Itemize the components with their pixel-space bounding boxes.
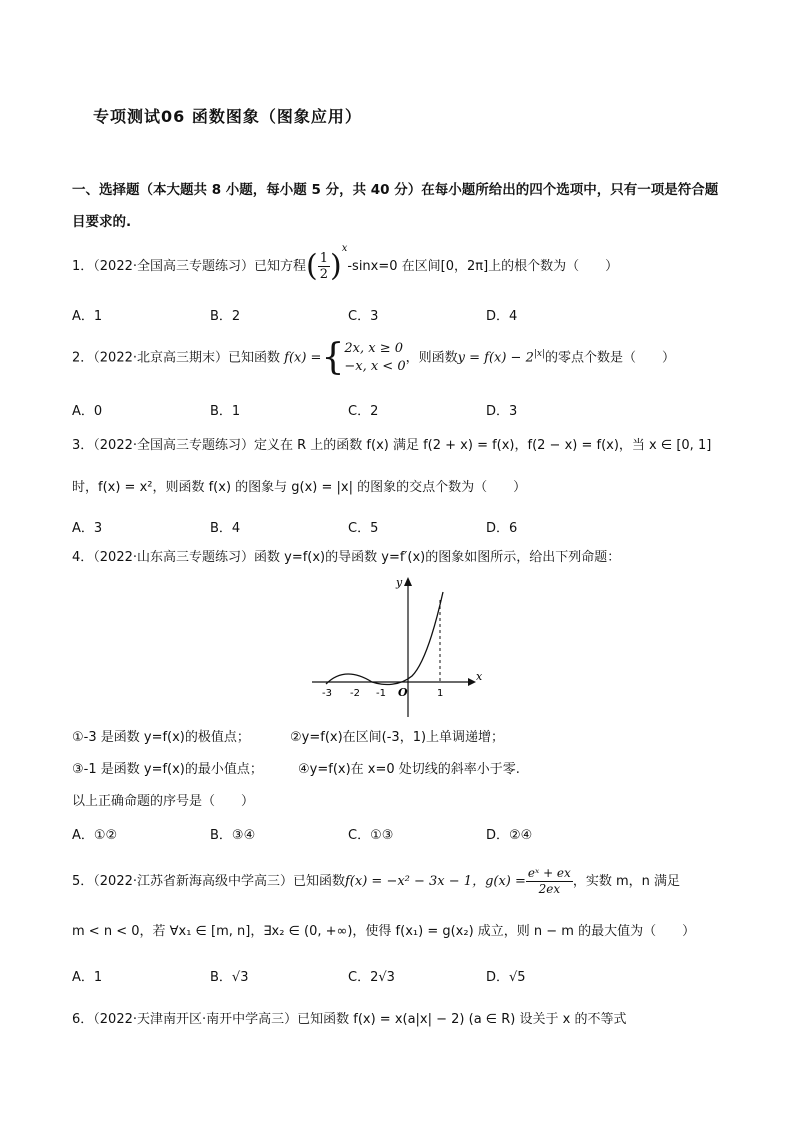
q2-option-d[interactable]: D．3 — [486, 404, 518, 419]
q4-statement-2: ②y=f(x)在区间(-3，1)上单调递增； — [290, 730, 505, 745]
q3-option-b[interactable]: B．4 — [210, 521, 241, 536]
q4-statement-3: ③-1 是函数 y=f(x)的最小值点； — [72, 762, 263, 777]
q5-lead: 5．（2022·江苏省新海高级中学高三）已知函数 — [72, 874, 345, 889]
q4-prompt: 以上正确命题的序号是（ ） — [72, 794, 255, 809]
derivative-graph — [300, 572, 490, 722]
q5-option-a[interactable]: A．1 — [72, 970, 103, 985]
q2-lead: 2．（2022·北京高三期末）已知函数 — [72, 350, 280, 366]
q2-mid: ，则函数 — [405, 350, 458, 366]
q1-fraction: $\frac{1}{2}$ — [319, 251, 328, 282]
q4-statement-4: ④y=f(x)在 x=0 处切线的斜率小于零. — [298, 762, 520, 777]
q5-tail: ，实数 m，n 满足 — [572, 874, 680, 889]
q4-option-c[interactable]: C．①③ — [348, 828, 394, 843]
tick-label-neg2: -2 — [350, 688, 360, 699]
q5-g-fraction: $\frac{\text{eˣ + ex}}{2ex}$ — [527, 866, 571, 896]
q2-expr: y = f(x) − 2 — [457, 350, 534, 366]
q5-option-b[interactable]: B．√3 — [210, 970, 249, 985]
q4-option-a[interactable]: A．①② — [72, 828, 118, 843]
q2-option-b[interactable]: B．1 — [210, 404, 241, 419]
q1-lead: 1．（2022·全国高三专题练习）已知方程 — [72, 259, 306, 274]
q5-fx: f(x) = −x² − 3x − 1，g(x) = — [345, 874, 526, 889]
q3-option-a[interactable]: A．3 — [72, 521, 103, 536]
question-2: 2．（2022·北京高三期末）已知函数 f(x) ={ 2x, x ≥ 0 −x, x < 0 ，则函数$y = f(x) - 2^{|x|}$的零点个数是（ ） — [72, 337, 675, 378]
q1-option-c[interactable]: C．3 — [348, 309, 379, 324]
q4-option-d[interactable]: D．②④ — [486, 828, 533, 843]
y-axis-arrow — [404, 577, 412, 586]
section-header-line1: 一、选择题（本大题共 8 小题，每小题 5 分，共 40 分）在每小题所给出的四个选项中，只有一项是符合题 — [72, 182, 719, 198]
q1-option-b[interactable]: B．2 — [210, 309, 241, 324]
q5-option-d[interactable]: D．√5 — [486, 970, 526, 985]
q2-fx: f(x) = — [284, 350, 322, 366]
section-header-line2: 目要求的. — [72, 214, 132, 230]
q3-option-d[interactable]: D．6 — [486, 521, 518, 536]
q1-option-d[interactable]: D．4 — [486, 309, 518, 324]
q2-tail: 的零点个数是（ ） — [544, 350, 675, 366]
question-4-line1: 4．（2022·山东高三专题练习）函数 y=f(x)的导函数 y=f′(x)的图象如图所示，给出下列命题： — [72, 550, 621, 565]
question-1: 1．（2022·全国高三专题练习）已知方程( $\frac{1}{2}$ )$^x$-sinx=0 在区间[0，2π]上的根个数为（ ） — [72, 242, 619, 284]
origin-label: O — [398, 686, 408, 699]
question-3-line1: 3．（2022·全国高三专题练习）定义在 R 上的函数 f(x) 满足 f(2 + x) = f(x)，f(2 − x) = f(x)，当 x ∈ [0, 1] — [72, 438, 712, 453]
q4-statement-1: ①-3 是函数 y=f(x)的极值点； — [72, 730, 250, 745]
x-axis-label: x — [476, 670, 483, 683]
q5-option-c[interactable]: C．2√3 — [348, 970, 395, 985]
q2-piecewise: 2x, x ≥ 0 −x, x < 0 — [344, 341, 406, 374]
question-5-line2: m < n < 0，若 ∀x₁ ∈ [m, n]，∃x₂ ∈ (0, +∞)，使得 f(x₁) = g(x₂) 成立，则 n − m 的最大值为（ ） — [72, 924, 696, 939]
q3-option-c[interactable]: C．5 — [348, 521, 379, 536]
question-6-line1: 6．（2022·天津南开区·南开中学高三）已知函数 f(x) = x(a|x| − 2) (a ∈ R) 设关于 x 的不等式 — [72, 1012, 627, 1027]
q4-option-b[interactable]: B．③④ — [210, 828, 256, 843]
y-axis-label: y — [396, 576, 403, 589]
derivative-curve — [326, 592, 443, 684]
q2-exponent: |x| — [533, 349, 545, 360]
tick-label-1: 1 — [437, 688, 444, 699]
page-title: 专项测试06 函数图象（图象应用） — [93, 107, 362, 126]
question-3-line2: 时，f(x) = x²，则函数 f(x) 的图象与 g(x) = |x| 的图象的交点个数为（ ） — [72, 480, 527, 495]
q1-tail: -sinx=0 在区间[0，2π]上的根个数为（ ） — [347, 259, 619, 274]
tick-label-neg1: -1 — [376, 688, 386, 699]
q2-option-c[interactable]: C．2 — [348, 404, 379, 419]
x-axis-arrow — [468, 678, 476, 686]
q2-option-a[interactable]: A．0 — [72, 404, 103, 419]
q1-option-a[interactable]: A．1 — [72, 309, 103, 324]
q1-exponent: x — [341, 242, 348, 254]
question-5-line1 — [72, 866, 680, 897]
tick-label-neg3: -3 — [322, 688, 332, 699]
